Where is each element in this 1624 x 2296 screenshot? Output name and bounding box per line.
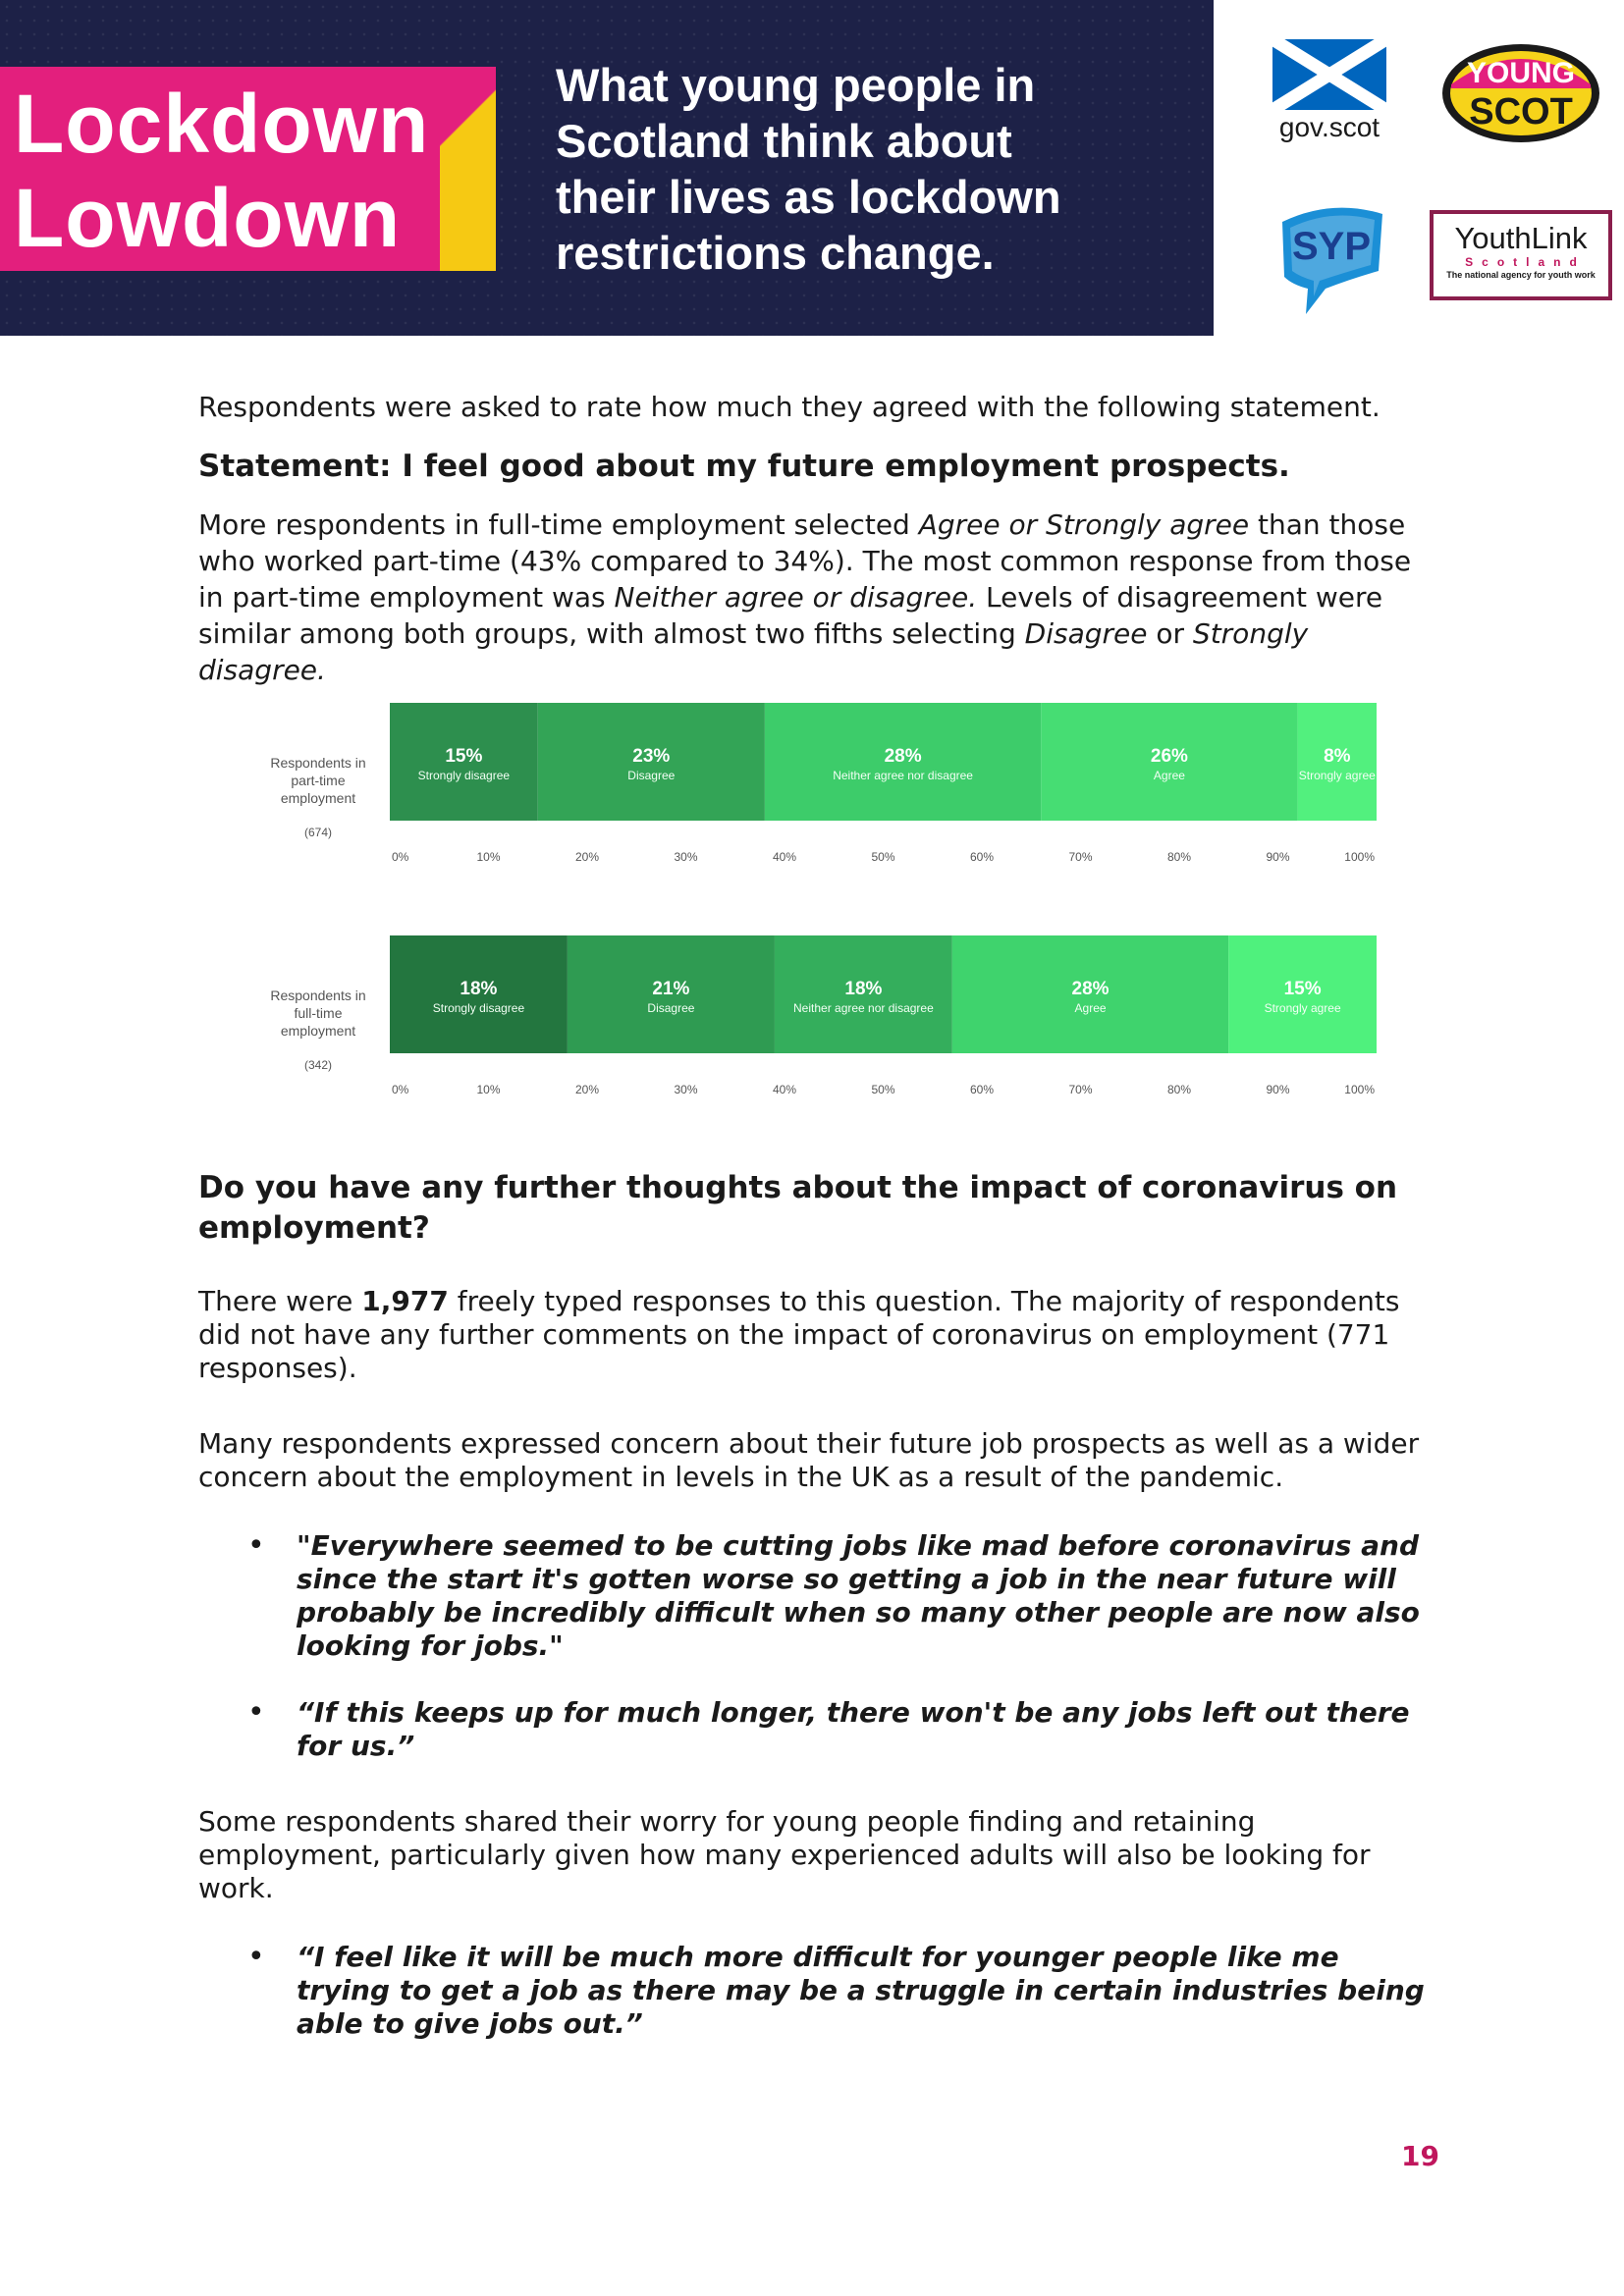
x-tick-label: 20%	[574, 1083, 600, 1096]
group-label: employment	[280, 790, 356, 806]
intro-text: Respondents were asked to rate how much they agreed with the following statement.	[198, 391, 1380, 423]
group-label: Respondents in	[270, 755, 366, 771]
part-time-stacked-bar-chart	[245, 703, 1384, 870]
x-tick-label: 60%	[969, 850, 995, 864]
young-scot-line2: SCOT	[1469, 91, 1573, 133]
x-tick-label: 60%	[969, 1083, 995, 1096]
x-tick-label: 30%	[674, 850, 698, 864]
bar-value-label: 28%	[1071, 979, 1110, 999]
x-tick-label: 90%	[1266, 1083, 1290, 1096]
sample-size-label: (342)	[303, 1058, 333, 1072]
x-tick-label: 50%	[871, 1083, 895, 1096]
bar-category-label: Strongly disagree	[432, 1001, 525, 1015]
syp-logo	[1272, 194, 1400, 322]
title-block	[0, 67, 496, 271]
sample-size-label: (674)	[303, 826, 333, 839]
x-tick-label: 90%	[1266, 850, 1290, 864]
x-tick-label: 80%	[1166, 1083, 1192, 1096]
x-tick-label: 70%	[1068, 850, 1093, 864]
bar-value-label: 8%	[1324, 746, 1351, 767]
page-number: 19	[1401, 2140, 1439, 2172]
bar-category-label: Agree	[1153, 769, 1185, 782]
findings-paragraph: More respondents in full-time employment selected Agree or Strongly agree than those who worked part-time (43% compared to 34%). The most common response from those in part-time employment was Neither agree or disagree. Levels of disagreement were similar among both groups, with almost two fifths selecting Disagree or Strongly disagree.	[198, 508, 1412, 686]
x-tick-label: 70%	[1068, 1083, 1093, 1096]
bar-category-label: Neither agree nor disagree	[793, 1001, 934, 1015]
x-tick-label: 20%	[574, 850, 600, 864]
bar-value-label: 18%	[844, 979, 883, 999]
bar-category-label: Agree	[1074, 1001, 1107, 1015]
bar-value-label: 26%	[1150, 746, 1188, 767]
x-tick-label: 80%	[1166, 850, 1192, 864]
x-tick-label: 0%	[392, 850, 409, 864]
bar-category-label: Strongly agree	[1298, 769, 1376, 782]
bar-category-label: Strongly agree	[1264, 1001, 1341, 1015]
youthlink-logo	[1430, 210, 1612, 300]
bar-value-label: 18%	[460, 979, 498, 999]
x-tick-label: 50%	[871, 850, 895, 864]
govscot-caption: gov.scot	[1278, 112, 1380, 142]
bar-category-label: Strongly disagree	[417, 769, 511, 782]
x-tick-label: 30%	[674, 1083, 698, 1096]
quote-text: “If this keeps up for much longer, there won't be any jobs left out there for us.”	[297, 1696, 1410, 1762]
report-title-line2: Lowdown	[14, 172, 402, 264]
header-banner	[0, 0, 1214, 336]
bar-category-label: Disagree	[627, 769, 676, 782]
bar-value-label: 15%	[445, 746, 483, 767]
youthlink-sub: Scotland	[1465, 255, 1586, 269]
report-title	[14, 77, 429, 265]
report-title-line1: Lockdown	[14, 78, 430, 170]
quote-text: "Everywhere seemed to be cutting jobs like mad before coronavirus and since the start it's gotten worse so getting a job in the near future will probably be incredibly difficult when so many other people are now also looking for jobs."	[297, 1529, 1420, 1662]
bar-category-label: Neither agree nor disagree	[833, 769, 973, 782]
x-tick-label: 10%	[476, 1083, 501, 1096]
x-tick-label: 100%	[1344, 850, 1375, 864]
group-label: employment	[280, 1023, 356, 1039]
young-scot-logo	[1437, 39, 1604, 147]
quote-text: “I feel like it will be much more difficult for younger people like me trying to get a job as there may be a struggle in certain industries being able to give jobs out.”	[297, 1941, 1425, 2040]
x-tick-label: 40%	[772, 1083, 797, 1096]
quote-item: • “If this keeps up for much longer, there won't be any jobs left out there for us.”	[247, 1695, 1410, 1762]
bar-value-label: 23%	[632, 746, 671, 767]
part-time-chart	[245, 703, 1384, 870]
bar-value-label: 15%	[1283, 979, 1322, 999]
report-subtitle: What young people in Scotland think about their lives as lockdown restrictions change.	[556, 59, 1061, 279]
syp-text: SYP	[1291, 225, 1372, 268]
full-time-stacked-bar-chart	[245, 935, 1384, 1102]
bar-category-label: Disagree	[647, 1001, 695, 1015]
concern-paragraph: Many respondents expressed concern about their future job prospects as well as a wider concern about the employment in levels in the UK as a result of the pandemic.	[198, 1427, 1420, 1493]
quote-item: • “I feel like it will be much more difficult for younger people like me trying to get a job as there may be a struggle in certain industries being able to give jobs out.”	[247, 1940, 1425, 2040]
group-label: Respondents in	[270, 988, 366, 1003]
group-label: full-time	[294, 1005, 343, 1021]
x-tick-label: 100%	[1344, 1083, 1375, 1096]
quote-item: • "Everywhere seemed to be cutting jobs like mad before coronavirus and since the start it's gotten worse so getting a job in the near future will probably be incredibly difficult when so many other people are now also looking for jobs."	[247, 1528, 1420, 1662]
worry-paragraph: Some respondents shared their worry for young people finding and retaining employment, particularly given how many experienced adults will also be looking for work.	[198, 1805, 1371, 1904]
x-tick-label: 0%	[392, 1083, 409, 1096]
young-scot-line1: YOUNG	[1466, 57, 1576, 89]
bar-value-label: 21%	[652, 979, 690, 999]
bar-value-label: 28%	[884, 746, 922, 767]
quote-list-2	[198, 1941, 1437, 2041]
saltire-flag-icon	[1272, 39, 1386, 110]
youthlink-tagline: The national agency for youth work	[1446, 270, 1596, 280]
responses-paragraph: There were 1,977 freely typed responses to this question. The majority of respondents did not have any further comments on the impact of coronavirus on employment (771 responses).	[198, 1285, 1400, 1384]
group-label: part-time	[291, 773, 346, 788]
statement-heading: Statement: I feel good about my future employment prospects.	[198, 449, 1290, 484]
question-heading: Do you have any further thoughts about the impact of coronavirus on employment?	[198, 1170, 1398, 1246]
x-tick-label: 40%	[772, 850, 797, 864]
full-time-chart	[245, 935, 1384, 1102]
govscot-logo	[1272, 39, 1394, 147]
x-tick-label: 10%	[476, 850, 501, 864]
quote-list-1	[198, 1529, 1437, 1763]
youthlink-name: YouthLink	[1454, 221, 1588, 255]
